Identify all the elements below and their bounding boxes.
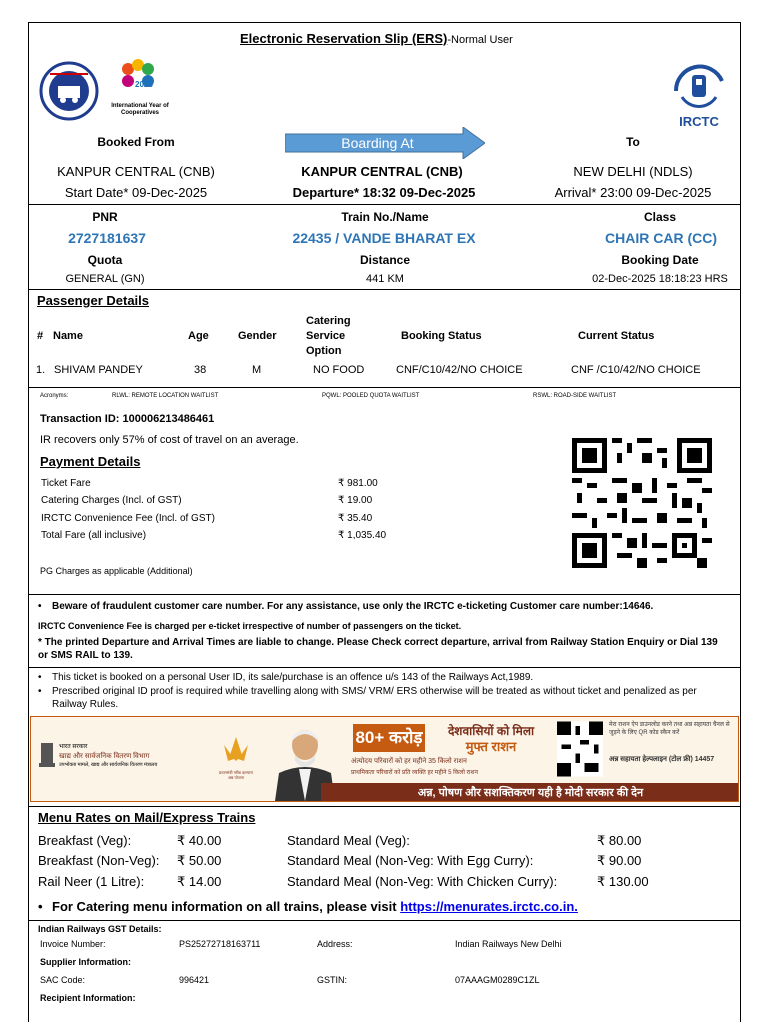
train-value: 22435 / VANDE BHARAT EX — [292, 230, 476, 246]
transaction-id: Transaction ID: 100006213486461 — [40, 413, 215, 425]
sac-value: 996421 — [179, 975, 210, 985]
irctc-logo-icon — [668, 63, 730, 129]
pnr-value: 2727181637 — [68, 230, 146, 246]
acronyms-label: Acronyms: — [40, 393, 69, 399]
catering-charges-value: ₹ 19.00 — [338, 495, 373, 506]
banner-headline2: मुफ्त राशन — [465, 739, 517, 754]
quota-label: Quota — [87, 253, 123, 267]
to-label: To — [626, 135, 640, 149]
arrival-time: Arrival* 23:00 09-Dec-2025 — [554, 185, 712, 200]
divider — [28, 594, 741, 595]
booked-from-label: Booked From — [97, 135, 175, 149]
supplier-label: Supplier Information: — [40, 957, 131, 967]
boarding-station: KANPUR CENTRAL (CNB) — [301, 164, 463, 179]
total-fare-label: Total Fare (all inclusive) — [41, 530, 147, 541]
passenger-gender: M — [252, 364, 262, 376]
col-num: # — [37, 330, 44, 342]
personal-id-notice: • This ticket is booked on a personal User ID, its sale/purchase is an offence u/s 143 of the Railways Act,1989. — [52, 672, 732, 683]
ers-title: Electronic Reservation Slip (ERS)-Normal User — [240, 31, 513, 46]
acronym-rlwl: RLWL: REMOTE LOCATION WAITLIST — [112, 393, 219, 399]
fraud-notice: • Beware of fraudulent customer care number. For any assistance, use only the IRCTC e-ticketing Customer care number:14646. — [52, 601, 732, 612]
divider — [28, 920, 741, 921]
menu-breakfast-veg-price: ₹ 40.00 — [177, 833, 222, 848]
menu-meal-veg-price: ₹ 80.00 — [597, 833, 642, 848]
invoice-label: Invoice Number: — [40, 939, 106, 949]
banner-app-text: मेरा राशन ऐप डाउनलोड करने तथा अन्न सहायता चैनल से जुड़ने के लिए QR कोड स्कैन करें — [609, 722, 730, 736]
convenience-notice: IRCTC Convenience Fee is charged per e-ticket irrespective of number of passengers on the ticket. — [38, 621, 462, 631]
start-date: Start Date* 09-Dec-2025 — [64, 185, 208, 200]
menu-meal-egg-label: Standard Meal (Non-Veg: With Egg Curry): — [287, 853, 534, 868]
times-notice: * The printed Departure and Arrival Times are liable to change. Please Check correct departure, arrival from Railway Station Enquiry or Dial 139 or SMS RAIL to 139. — [38, 637, 718, 661]
convenience-fee-label: IRCTC Convenience Fee (Incl. of GST) — [41, 513, 215, 524]
indian-railways-logo-icon — [38, 60, 100, 122]
divider — [28, 204, 741, 205]
banner-line1: अंत्योदय परिवारों को हर महीने 35 किलो राशन — [351, 758, 467, 765]
menu-breakfast-nonveg-price: ₹ 50.00 — [177, 853, 222, 868]
col-current-status: Current Status — [578, 330, 655, 342]
recipient-label: Recipient Information: — [40, 993, 136, 1003]
ir-cost-note: IR recovers only 57% of cost of travel on an average. — [40, 434, 299, 446]
distance-value: 441 KM — [366, 273, 404, 285]
banner-headline1: देशवासियों को मिला — [447, 724, 535, 738]
ration-ad-banner — [30, 716, 739, 802]
divider — [28, 289, 741, 290]
banner-crore: 80+ करोड़ — [353, 724, 425, 752]
to-station: NEW DELHI (NDLS) — [573, 164, 693, 179]
passenger-catering: NO FOOD — [313, 364, 365, 376]
booking-date-value: 02-Dec-2025 18:18:23 HRS — [592, 273, 728, 285]
catering-charges-label: Catering Charges (Incl. of GST) — [41, 495, 182, 506]
passenger-details-title: Passenger Details — [37, 293, 150, 308]
banner-footer: अन्न, पोषण और सशक्तिकरण यही है मोदी सरकार की देन — [321, 783, 739, 802]
gstin-value: 07AAAGM0289C1ZL — [455, 975, 540, 985]
pg-charges-note: PG Charges as applicable (Additional) — [40, 566, 193, 576]
menu-meal-chicken-label: Standard Meal (Non-Veg: With Chicken Curry): — [287, 874, 558, 889]
scheme-logo: प्रधानमंत्री गरीब कल्याण अन्न योजना — [216, 735, 256, 783]
sac-label: SAC Code: — [40, 975, 86, 985]
passenger-num: 1. — [36, 364, 46, 376]
booking-date-label: Booking Date — [621, 253, 699, 267]
ticket-fare-value: ₹ 981.00 — [338, 478, 378, 489]
menu-meal-veg-label: Standard Meal (Veg): — [287, 833, 410, 848]
divider — [28, 387, 741, 388]
address-value: Indian Railways New Delhi — [455, 939, 562, 949]
departure-time: Departure* 18:32 09-Dec-2025 — [292, 185, 476, 200]
boarding-arrow — [285, 127, 485, 159]
col-catering: Catering Service Option — [306, 315, 351, 357]
payment-details-title: Payment Details — [40, 454, 141, 469]
gstin-label: GSTIN: — [317, 975, 348, 985]
passenger-current-status: CNF /C10/42/NO CHOICE — [571, 364, 701, 376]
banner-helpline: अन्न सहायता हेल्पलाइन (टोल फ्री) 14457 — [609, 756, 715, 763]
distance-label: Distance — [359, 253, 411, 267]
banner-qr-icon — [557, 721, 603, 777]
menu-meal-egg-price: ₹ 90.00 — [597, 853, 642, 868]
boarding-at-label: Boarding At — [341, 135, 414, 151]
convenience-fee-value: ₹ 35.40 — [338, 513, 373, 524]
catering-info: • For Catering menu information on all trains, please visit https://menurates.irctc.co.in. — [52, 899, 578, 914]
menu-rail-neer-label: Rail Neer (1 Litre): — [38, 874, 145, 889]
gst-title: Indian Railways GST Details: — [38, 924, 162, 934]
passenger-age: 38 — [194, 364, 207, 376]
id-proof-notice: • Prescribed original ID proof is required while travelling along with SMS/ VRM/ ERS otherwise will be treated as without ticket and penalized as per Railway Rules. — [52, 685, 732, 711]
col-age: Age — [188, 330, 209, 342]
total-fare-value: ₹ 1,035.40 — [338, 530, 387, 541]
col-booking-status: Booking Status — [401, 330, 482, 342]
address-label: Address: — [317, 939, 353, 949]
train-label: Train No./Name — [341, 210, 429, 224]
emblem-icon — [37, 739, 57, 769]
pnr-label: PNR — [92, 210, 118, 224]
acronym-rswl: RSWL: ROAD-SIDE WAITLIST — [533, 393, 617, 399]
quota-value: GENERAL (GN) — [65, 273, 145, 285]
svg-text:2025: 2025 — [135, 80, 153, 89]
menu-meal-chicken-price: ₹ 130.00 — [597, 874, 649, 889]
divider — [28, 667, 741, 668]
menu-rates-title: Menu Rates on Mail/Express Trains — [38, 810, 256, 825]
from-station: KANPUR CENTRAL (CNB) — [57, 164, 215, 179]
gov-text: भारत सरकार खाद्य और सार्वजनिक वितरण विभाग उपभोक्ता मामले, खाद्य और सार्वजनिक वितरण मंत्रालय — [59, 744, 158, 768]
irctc-logo-text: IRCTC — [679, 114, 719, 129]
cooperatives-logo-icon — [110, 57, 169, 119]
class-label: Class — [643, 210, 677, 224]
menu-rail-neer-price: ₹ 14.00 — [177, 874, 222, 889]
class-value: CHAIR CAR (CC) — [605, 230, 717, 246]
passenger-name: SHIVAM PANDEY — [54, 364, 143, 376]
passenger-booking-status: CNF/C10/42/NO CHOICE — [396, 364, 523, 376]
catering-menu-link[interactable]: https://menurates.irctc.co.in. — [400, 899, 578, 914]
col-name: Name — [53, 330, 83, 342]
divider — [28, 806, 741, 807]
qr-code-icon — [572, 438, 712, 568]
acronym-pqwl: PQWL: POOLED QUOTA WAITLIST — [322, 393, 420, 399]
menu-breakfast-nonveg-label: Breakfast (Non-Veg): — [38, 853, 160, 868]
banner-line2: प्राथमिकता परिवारों को प्रति व्यक्ति हर महीने 5 किलो राशन — [351, 770, 478, 776]
coop-text: International Year of Cooperatives — [111, 103, 169, 116]
col-gender: Gender — [238, 330, 277, 342]
ticket-fare-label: Ticket Fare — [41, 478, 91, 489]
invoice-value: PS25272718163711 — [179, 939, 261, 949]
menu-breakfast-veg-label: Breakfast (Veg): — [38, 833, 132, 848]
